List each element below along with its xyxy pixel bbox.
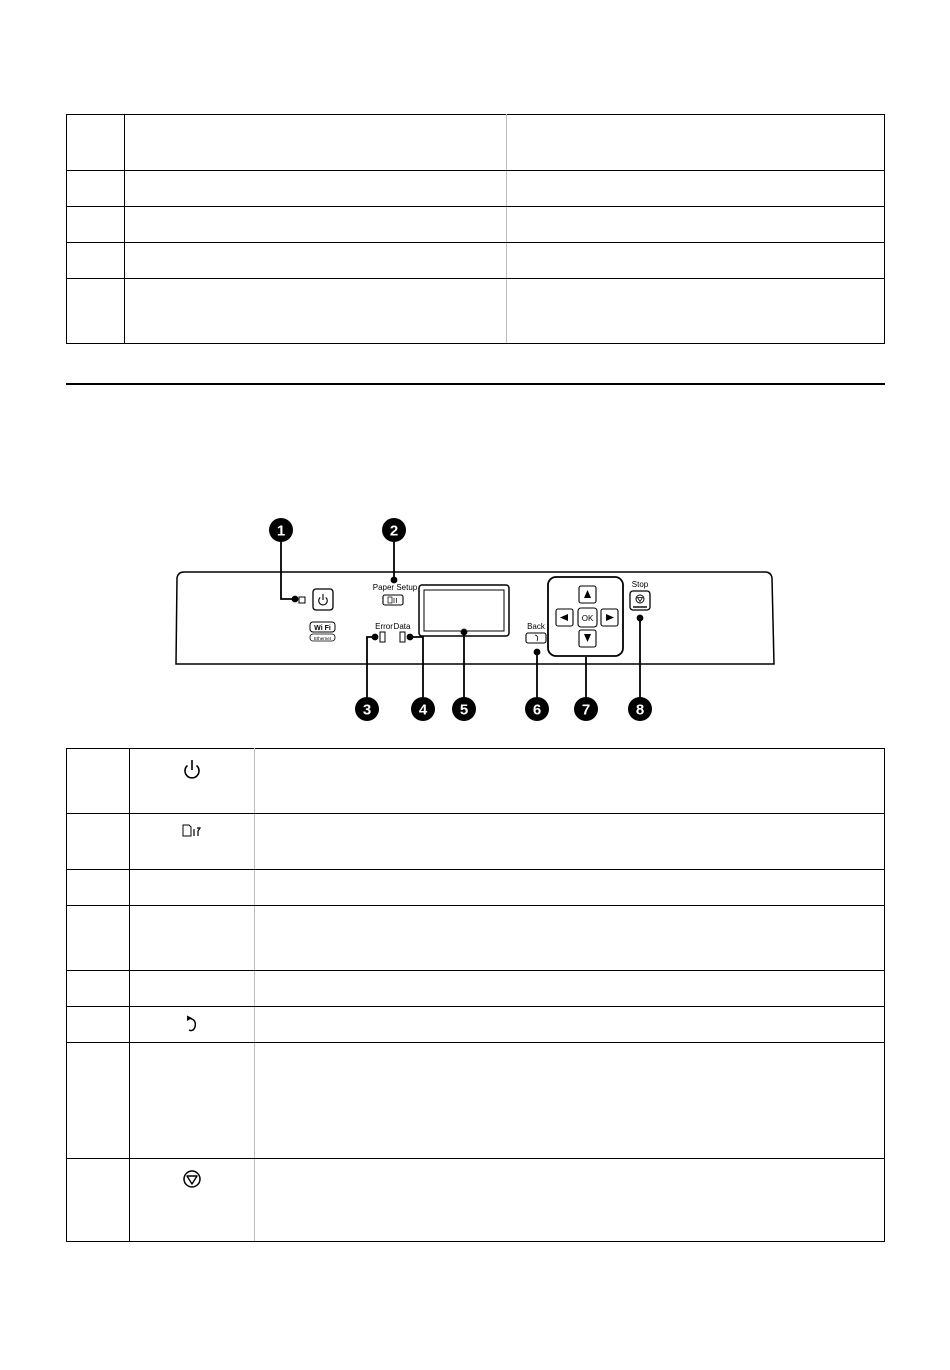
right-arrow-icon: [606, 614, 614, 621]
table-cell: [130, 749, 255, 814]
power-icon: [319, 594, 328, 605]
callout-1: [269, 518, 293, 542]
table-row: [67, 749, 885, 814]
table-cell: [255, 870, 885, 906]
callout-6: [525, 697, 549, 721]
table-row: [67, 115, 885, 171]
table-cell: [67, 749, 130, 814]
table-cell: [507, 243, 885, 279]
error-label: Error: [375, 622, 393, 631]
back-label: Back: [527, 622, 545, 631]
table-cell: [507, 115, 885, 171]
wifi-logo: [310, 622, 335, 632]
table-cell: [67, 906, 130, 971]
stop-button-icon: [633, 595, 647, 607]
back-button-icon: [535, 635, 538, 641]
table-cell: [130, 971, 255, 1007]
table-row: [67, 814, 885, 870]
paper-setup-icon: [181, 824, 203, 838]
table-cell: [67, 971, 130, 1007]
table-cell: [130, 814, 255, 870]
paper-setup-button[interactable]: [383, 595, 403, 605]
table-row: [67, 1043, 885, 1159]
control-panel-diagram: [0, 500, 950, 730]
table-cell: [130, 1007, 255, 1043]
back-button[interactable]: [526, 633, 546, 643]
table-row: [67, 207, 885, 243]
table-cell: [67, 243, 125, 279]
svg-text:7: 7: [581, 701, 591, 719]
table-cell: [255, 906, 885, 971]
table-cell: [67, 279, 125, 344]
table-row: [67, 1007, 885, 1043]
svg-text:8: 8: [635, 701, 645, 719]
ethernet-label: Ethernet: [313, 636, 332, 641]
table-cell: [130, 906, 255, 971]
table-cell: [67, 870, 130, 906]
table-row: [67, 971, 885, 1007]
error-led: [380, 632, 385, 642]
table-cell: [255, 1007, 885, 1043]
table-cell: [130, 1043, 255, 1159]
top-table: [66, 114, 885, 344]
table-cell: [255, 1043, 885, 1159]
table-cell: [67, 171, 125, 207]
callout-3: [355, 697, 379, 721]
table-cell: [507, 279, 885, 344]
table-row: [67, 870, 885, 906]
table-cell: [125, 171, 507, 207]
stop-icon: [182, 1169, 202, 1189]
table-cell: [67, 1007, 130, 1043]
data-led: [400, 632, 405, 642]
data-label: Data: [393, 622, 411, 631]
table-cell: [125, 243, 507, 279]
callout-5: [452, 697, 476, 721]
table-cell: [125, 279, 507, 344]
callout-7: [574, 697, 598, 721]
button-reference-table: [66, 748, 885, 1242]
table-cell: [255, 971, 885, 1007]
table-cell: [507, 207, 885, 243]
lcd-screen: [424, 590, 504, 631]
table-cell: [125, 207, 507, 243]
power-led: [299, 597, 305, 603]
table-row: [67, 906, 885, 971]
ok-label: OK: [581, 614, 594, 623]
paper-setup-label: Paper Setup: [372, 583, 418, 592]
callout-8: [628, 697, 652, 721]
table-cell: [130, 1159, 255, 1242]
table-row: [67, 279, 885, 344]
lcd-screen-frame: [419, 585, 509, 636]
callout-2: [382, 518, 406, 542]
svg-text:1: 1: [276, 522, 286, 540]
table-row: [67, 171, 885, 207]
table-cell: [507, 171, 885, 207]
svg-text:6: 6: [532, 701, 542, 719]
table-cell: [255, 749, 885, 814]
table-cell: [130, 870, 255, 906]
back-icon: [184, 1015, 200, 1033]
table-cell: [255, 814, 885, 870]
ethernet-logo: [310, 634, 335, 641]
table-cell: [67, 1159, 130, 1242]
svg-text:2: 2: [389, 522, 399, 540]
table-cell: [67, 814, 130, 870]
table-row: [67, 243, 885, 279]
table-row: [67, 1159, 885, 1242]
left-arrow-icon: [560, 614, 568, 621]
down-arrow-icon: [584, 634, 591, 642]
table-cell: [67, 115, 125, 171]
panel-outline: [176, 572, 774, 664]
paper-setup-button-icon: [388, 597, 397, 603]
table-cell: [255, 1159, 885, 1242]
svg-text:4: 4: [418, 701, 428, 719]
svg-text:3: 3: [362, 701, 372, 719]
stop-label: Stop: [631, 580, 649, 589]
table-cell: [67, 1043, 130, 1159]
section-divider: [66, 383, 885, 385]
wifi-label: Wi Fi: [314, 625, 331, 632]
table-cell: [125, 115, 507, 171]
table-cell: [67, 207, 125, 243]
power-icon: [182, 759, 202, 781]
callout-4: [411, 697, 435, 721]
svg-text:5: 5: [459, 701, 469, 719]
up-arrow-icon: [584, 590, 591, 598]
